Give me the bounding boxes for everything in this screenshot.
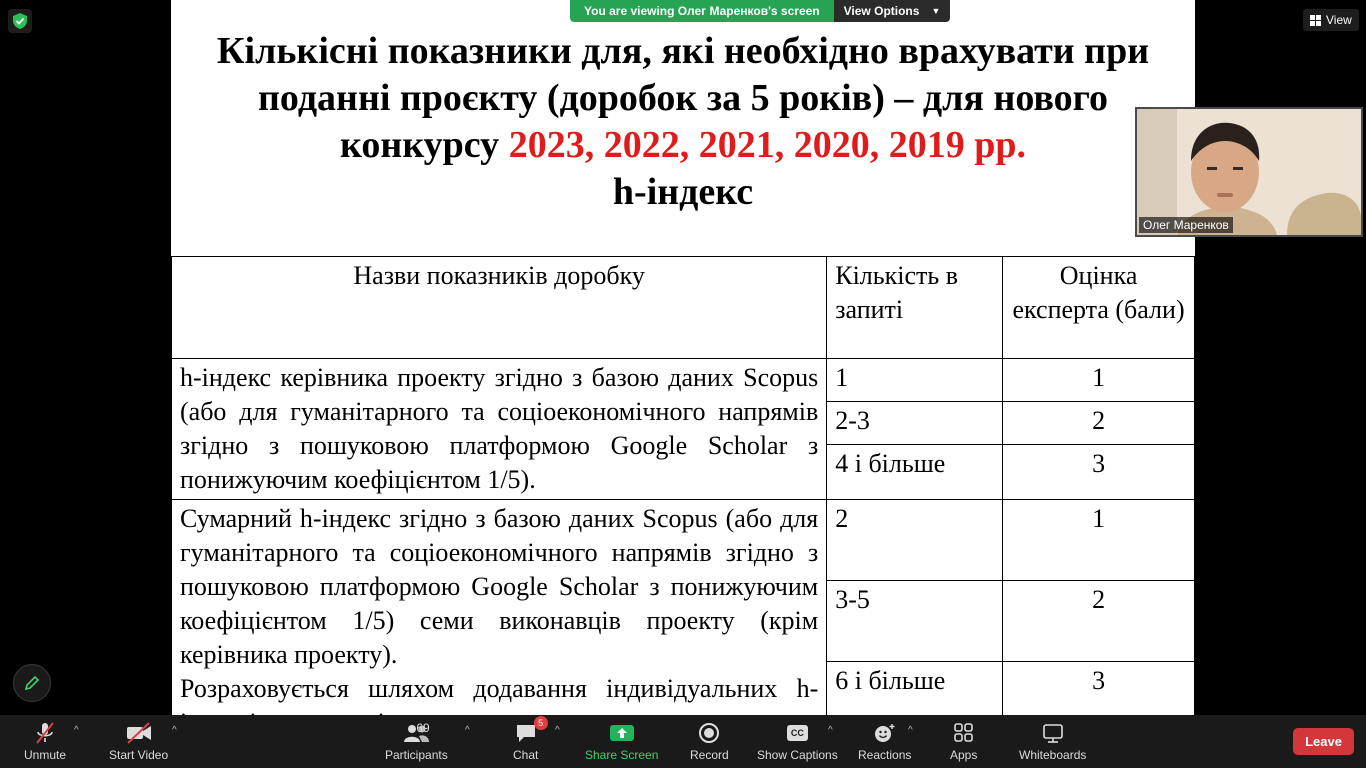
score-cell: 3 — [1003, 445, 1195, 500]
header-name: Назви показників доробку — [172, 257, 827, 359]
muted-microphone-icon — [33, 721, 57, 745]
closed-captions-icon: CC — [787, 725, 808, 741]
count-cell: 3-5 — [827, 581, 1003, 662]
share-screen-label: Share Screen — [585, 748, 659, 762]
participants-label: Participants — [385, 748, 448, 762]
slide-title-line-2: поданні проєкту (доробок за 5 років) – для нового — [258, 77, 1108, 119]
view-button-label: View — [1326, 13, 1352, 27]
whiteboards-label: Whiteboards — [1019, 748, 1087, 762]
meeting-toolbar — [0, 715, 1366, 768]
group2-description — [172, 500, 827, 743]
record-label: Record — [690, 748, 729, 762]
reactions-caret-icon[interactable]: ^ — [908, 725, 913, 736]
group2-description-text: Сумарний h-індекс згідно з базою даних Scopus (або для гуманітарного та соціоекономічного напрямів згідно з пошуковою платформою Google Scholar з понижуючим коефіцієнтом 1/5) семи виконавців проекту (крім керівника проекту). — [180, 504, 819, 669]
apps-icon — [953, 722, 975, 744]
table-row — [172, 500, 1195, 581]
chat-label: Chat — [513, 748, 539, 762]
participant-video-tile[interactable] — [1135, 107, 1363, 237]
view-options-button[interactable] — [834, 0, 951, 22]
chat-button[interactable] — [513, 718, 544, 762]
chat-badge: 5 — [534, 716, 548, 730]
participants-caret-icon[interactable]: ^ — [465, 725, 470, 736]
share-screen-button[interactable] — [585, 721, 658, 762]
apps-button[interactable] — [950, 721, 977, 762]
viewing-banner-text: You are viewing Олег Маренков's screen — [570, 0, 834, 22]
record-icon — [698, 722, 720, 744]
chevron-down-icon: ▼ — [931, 6, 941, 16]
reactions-button[interactable] — [858, 721, 911, 762]
slide-title — [171, 28, 1195, 216]
score-cell: 2 — [1003, 581, 1195, 662]
unmute-label: Unmute — [24, 748, 67, 762]
reactions-label: Reactions — [858, 748, 912, 762]
whiteboards-button[interactable] — [1019, 721, 1086, 762]
grid-icon — [1310, 15, 1321, 26]
slide-title-line-3 — [171, 122, 1195, 169]
count-cell: 2 — [827, 500, 1003, 581]
score-cell: 3 — [1003, 662, 1195, 743]
show-captions-button[interactable] — [757, 721, 838, 762]
chat-caret-icon[interactable]: ^ — [555, 725, 560, 736]
count-cell: 6 і більше — [827, 662, 1003, 743]
header-score: Оцінка експерта (бали) — [1003, 257, 1195, 359]
score-cell: 1 — [1003, 359, 1195, 402]
table-row — [172, 359, 1195, 402]
view-options-label: View Options — [843, 4, 920, 18]
captions-caret-icon[interactable]: ^ — [828, 725, 833, 736]
start-video-label: Start Video — [109, 748, 169, 762]
slide-subtitle: h-індекс — [612, 171, 754, 213]
slide-title-prefix: конкурсу — [340, 124, 509, 166]
group1-description: h-індекс керівника проекту згідно з базою даних Scopus (або для гуманітарного та соціоекономічного напрямів згідно з пошуковою платформою Google Scholar з понижуючим коефіцієнтом 1/5). — [172, 359, 827, 500]
reactions-icon — [873, 722, 897, 744]
participant-name-label: Олег Маренков — [1139, 217, 1233, 233]
viewing-banner — [570, 0, 950, 22]
count-cell: 2-3 — [827, 402, 1003, 445]
score-cell: 2 — [1003, 402, 1195, 445]
metrics-table — [171, 256, 1195, 743]
slide-title-years: 2023, 2022, 2021, 2020, 2019 рр. — [508, 124, 1026, 166]
shared-screen-slide — [171, 0, 1195, 715]
whiteboard-icon — [1041, 722, 1065, 744]
count-cell: 4 і більше — [827, 445, 1003, 500]
count-cell: 1 — [827, 359, 1003, 402]
score-cell: 1 — [1003, 500, 1195, 581]
show-captions-label: Show Captions — [757, 748, 838, 762]
annotate-pencil-button[interactable] — [13, 664, 51, 702]
video-off-icon — [125, 721, 153, 745]
unmute-button[interactable] — [24, 721, 66, 762]
share-screen-icon — [609, 723, 635, 743]
start-video-button[interactable] — [109, 721, 168, 762]
view-button[interactable] — [1303, 9, 1359, 31]
header-count: Кількість в запиті — [827, 257, 1003, 359]
record-button[interactable] — [690, 721, 729, 762]
security-shield-icon[interactable] — [8, 9, 32, 33]
audio-options-caret-icon[interactable]: ^ — [74, 725, 79, 736]
leave-button[interactable]: Leave — [1293, 728, 1354, 755]
apps-label: Apps — [950, 748, 978, 762]
table-header-row — [172, 257, 1195, 359]
group2-description-extra: Розраховується шляхом додавання індивідуальних h- — [180, 674, 819, 703]
video-options-caret-icon[interactable]: ^ — [172, 725, 177, 736]
participants-button[interactable] — [385, 721, 448, 762]
pencil-icon — [24, 675, 40, 691]
participants-count: 69 — [416, 721, 430, 735]
slide-title-line-1: Кількісні показники для, які необхідно врахувати при — [216, 30, 1150, 72]
